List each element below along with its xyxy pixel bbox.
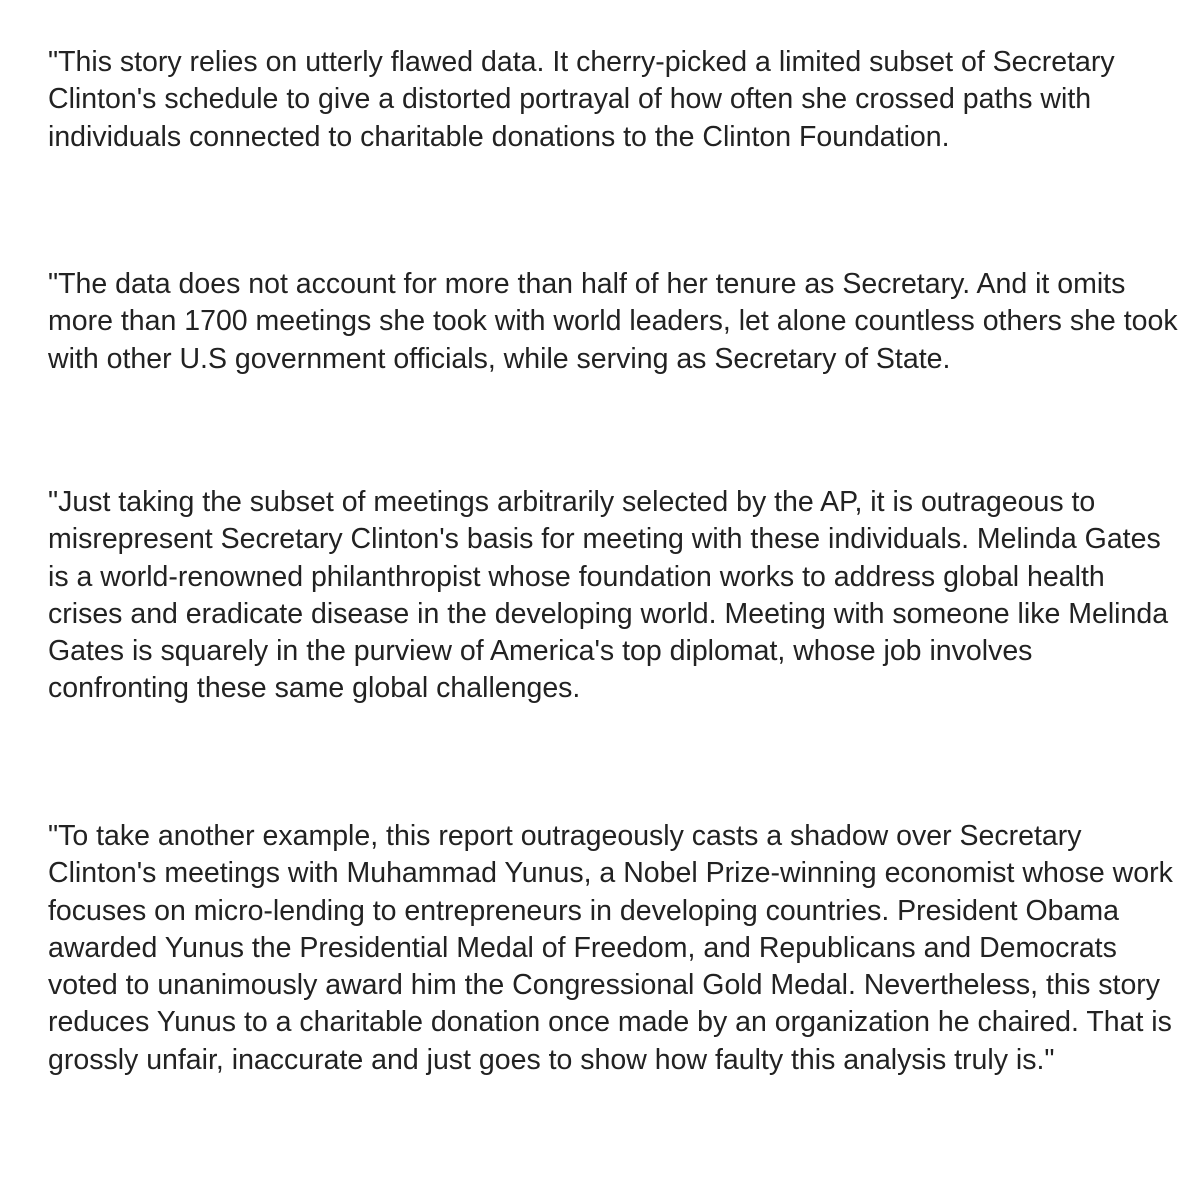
statement-paragraph-3: "Just taking the subset of meetings arbitrarily selected by the AP, it is outrageous to misrepresent Secretary Clinton's basis for meeting with these individuals. Melinda Gates is a world-renowned philanthropist whose foundation works to address global health crises and eradicate disease in the developing world. Meeting with someone like Melinda Gates is squarely in the purview of America's top diplomat, whose job involves confronting these same global challenges. (48, 486, 1169, 705)
statement-paragraph-2: "The data does not account for more than half of her tenure as Secretary. And it omits more than 1700 meetings she took with world leaders, let alone countless others she took with other U.S government officials, while serving as Secretary of State. (48, 268, 1178, 375)
statement-paragraph-4: "To take another example, this report outrageously casts a shadow over Secretary Clinton's meetings with Muhammad Yunus, a Nobel Prize-winning economist whose work focuses on micro-lending to entrepreneurs in developing countries. President Obama awarded Yunus the Presidential Medal of Freedom, and Republicans and Democrats voted to unanimously award him the Congressional Gold Medal. Nevertheless, this story reduces Yunus to a charitable donation once made by an organization he chaired. That is grossly unfair, inaccurate and just goes to show how faulty this analysis truly is." (48, 820, 1173, 1076)
statement-paragraph-1: "This story relies on utterly flawed data. It cherry-picked a limited subset of Secretary Clinton's schedule to give a distorted portrayal of how often she crossed paths with individuals connected to charitable donations to the Clinton Foundation. (48, 46, 1115, 153)
